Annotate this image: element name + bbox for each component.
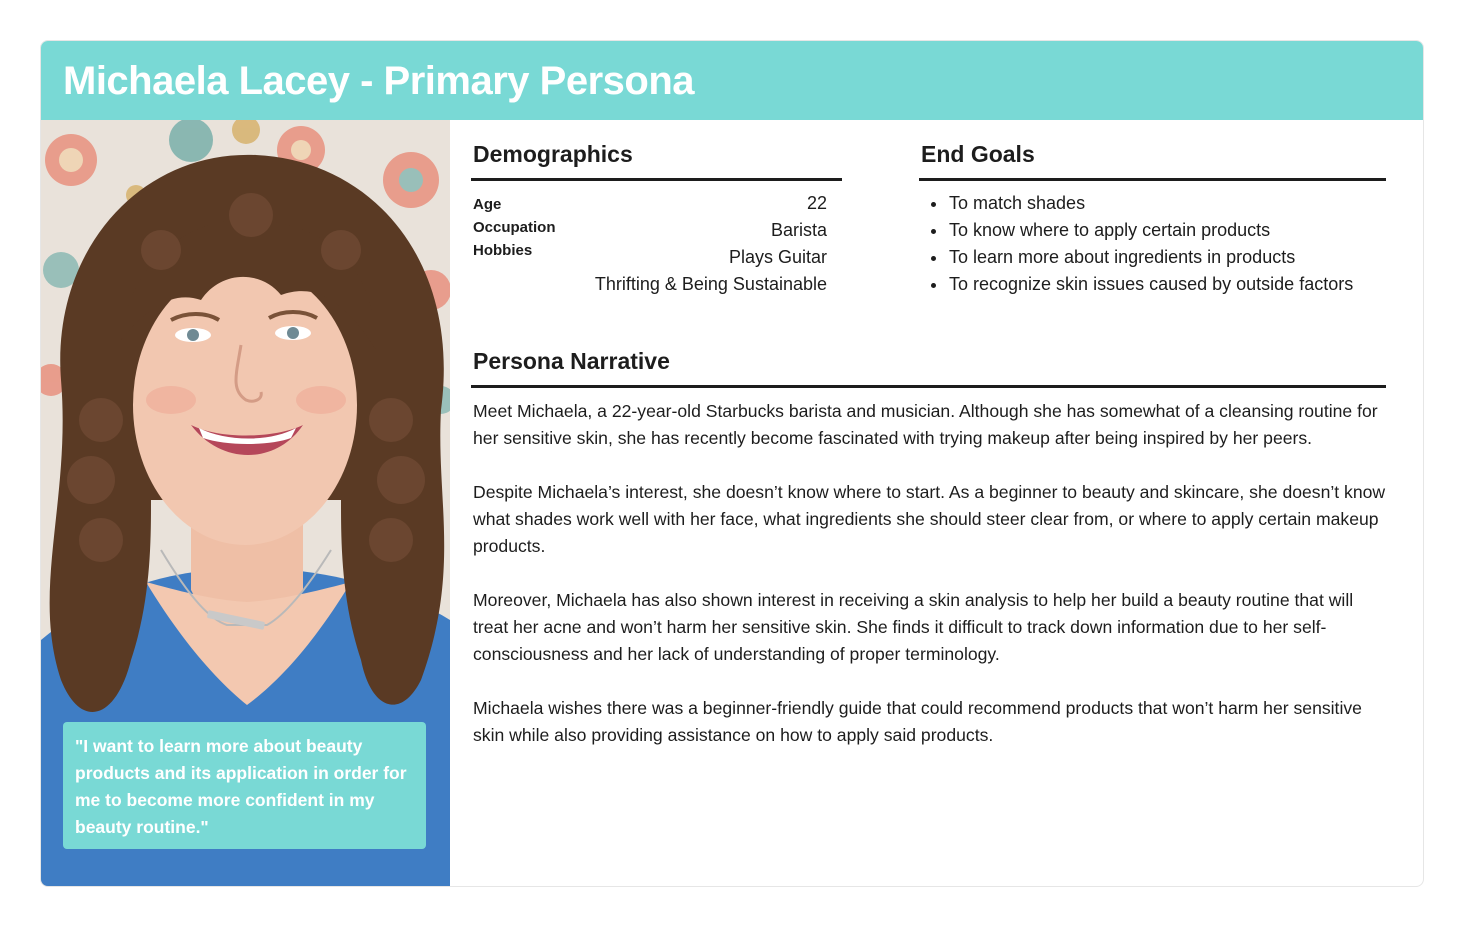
- demographics-value: Plays Guitar: [728, 247, 827, 267]
- narrative-paragraph: Despite Michaela’s interest, she doesn’t know where to start. As a beginner to beauty and skincare, she doesn’t know what shades work well with her face, what ingredients she should steer clear from, or where to apply certain makeup products.: [473, 482, 1386, 556]
- demographics-divider: [471, 178, 842, 181]
- demographics-value: 22: [806, 193, 827, 213]
- persona-title: Michaela Lacey - Primary Persona: [63, 59, 694, 103]
- narrative-paragraph: Moreover, Michaela has also shown interest in receiving a skin analysis to help her build a beauty routine that will treat her acne and won’t harm her sensitive skin. She finds it difficult to track down information due to her self-consciousness and her lack of understanding of proper terminology.: [473, 590, 1354, 664]
- narrative-paragraph: Michaela wishes there was a beginner-friendly guide that could recommend products that won’t harm her sensitive skin while also providing assistance on how to apply said products.: [473, 698, 1362, 745]
- end-goals-divider: [919, 178, 1386, 181]
- narrative-divider: [471, 385, 1386, 388]
- demographics-value: Barista: [770, 220, 827, 240]
- end-goal-item: To learn more about ingredients in products: [921, 244, 1353, 271]
- demographics-values: [541, 190, 827, 298]
- persona-card: [40, 40, 1424, 887]
- persona-photo: [41, 120, 450, 887]
- demographics-label: Hobbies: [473, 242, 533, 259]
- persona-narrative: [473, 398, 1393, 776]
- narrative-title: Persona Narrative: [473, 348, 670, 374]
- end-goals-list: [921, 190, 1353, 298]
- end-goal-item: To recognize skin issues caused by outside factors: [921, 271, 1353, 298]
- persona-header: [41, 41, 1423, 120]
- narrative-paragraph: Meet Michaela, a 22-year-old Starbucks barista and musician. Although she has somewhat of a cleansing routine for her sensitive skin, she has recently become fascinated with trying makeup after being inspired by her peers.: [473, 401, 1378, 448]
- end-goals-title: End Goals: [921, 141, 1035, 167]
- demographics-label: Occupation: [473, 219, 556, 236]
- demographics-value: Thrifting & Being Sustainable: [594, 274, 827, 294]
- end-goal-item: To know where to apply certain products: [921, 217, 1353, 244]
- persona-quote: "I want to learn more about beauty products and its application in order for me to become more confident in my beauty routine.": [63, 722, 426, 849]
- demographics-label: Age: [473, 196, 502, 213]
- demographics-title: Demographics: [473, 141, 633, 167]
- end-goal-item: To match shades: [921, 190, 1353, 217]
